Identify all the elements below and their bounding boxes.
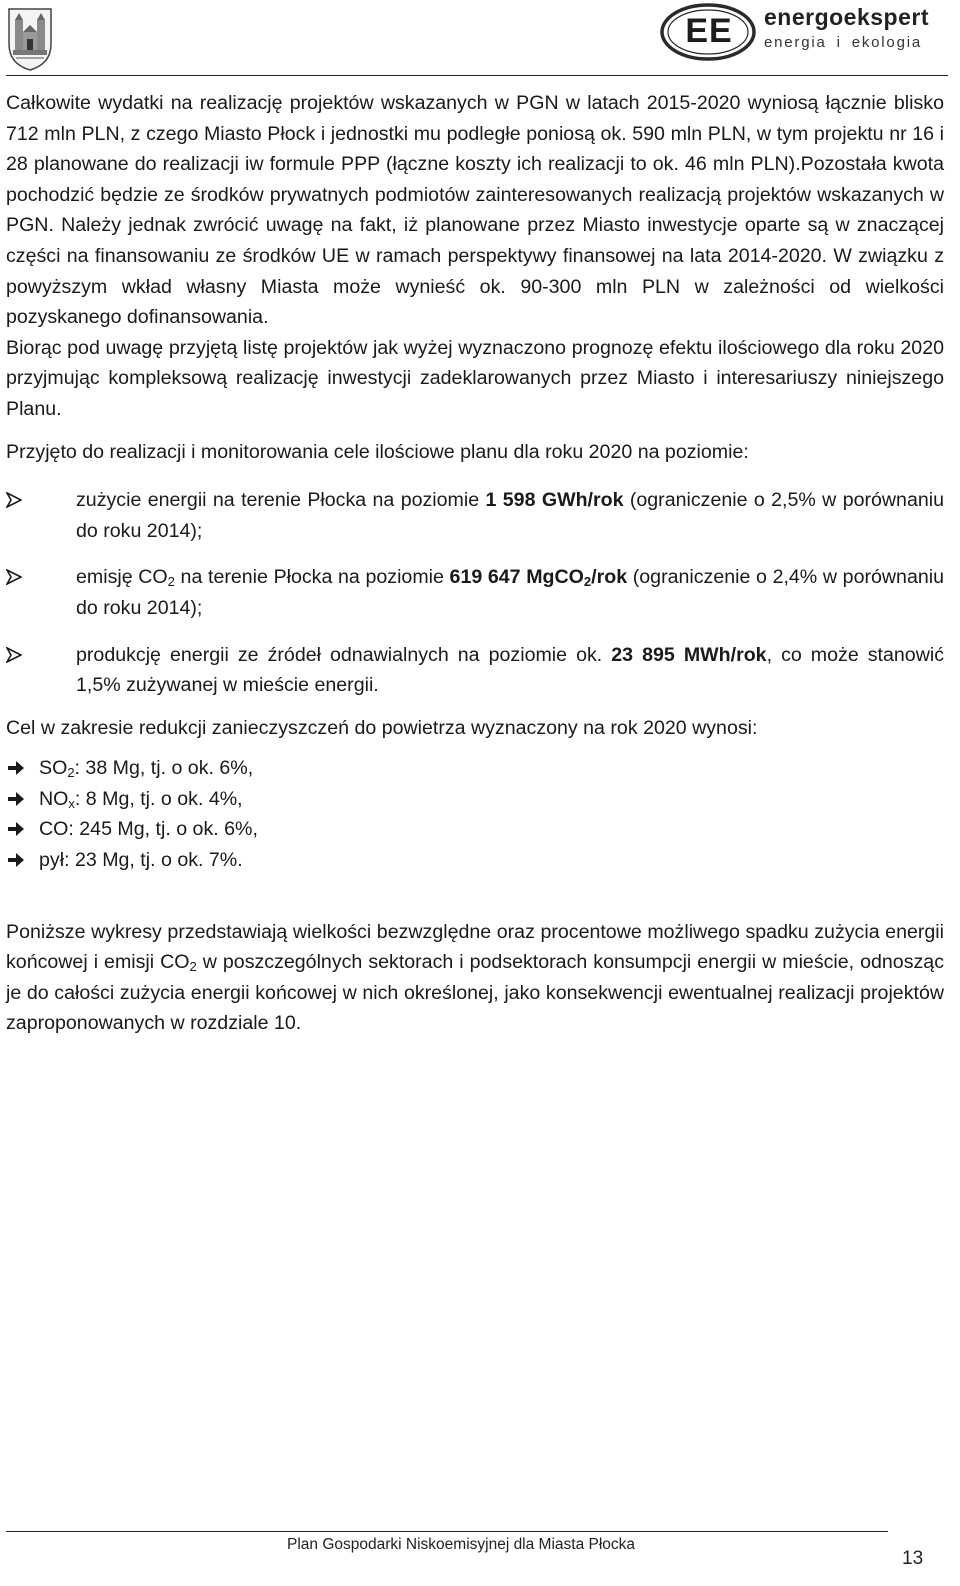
- funding-text-a: Całkowite wydatki na realizację projektów wskazanych w PGN w latach 2015-2020 wyniosą łącznie blisko 712 mln PLN, z czego Miasto Płock i jednostki mu podległe poniosą ok. 590 mln PLN, w tym projektu nr 16 i 28 planowane do realizacji iw formule PPP (łączne koszty ich realizacji to ok. 46 mln PLN).: [6, 92, 944, 176]
- list-item: [6, 784, 944, 815]
- funding-text-b: Pozostała kwota pochodzić będzie ze środków prywatnych podmiotów zainteresowanych realizacją projektów wskazanych w PGN.: [6, 153, 944, 237]
- right-arrow-icon: [8, 853, 24, 867]
- footer-divider: [6, 1531, 888, 1532]
- right-arrow-icon: [8, 792, 24, 806]
- brand-tagline: energia i ekologia: [764, 34, 922, 51]
- pollutant-value: : 38 Mg, tj. o ok. 6%,: [74, 757, 254, 780]
- target-emission-text-2: na terenie Płocka na poziomie: [174, 566, 450, 589]
- target-energy-note: (ograniczenie o 2,5% w porównaniu do roku 2014);: [76, 489, 944, 542]
- subscript: 2: [189, 959, 197, 975]
- charts-intro-text-b: w poszczególnych sektorach i podsektorach konsumpcji energii w mieście, odnosząc je do całości zużycia energii końcowej w nich określonej, jako konsekwencji ewentualnej realizacji projektów zaproponowanych w rozdziale 10.: [6, 951, 944, 1035]
- pollutant-value: : 23 Mg, tj. o ok. 7%.: [64, 849, 243, 872]
- header-divider: [6, 75, 948, 76]
- pollutant-name: NO: [39, 787, 69, 810]
- paragraph-charts-intro: [6, 917, 944, 1039]
- paragraph-funding: [6, 88, 944, 333]
- funding-text-c: Należy jednak zwrócić uwagę na fakt, iż planowane przez Miasto inwestycje oparte są w znaczącej części na finansowaniu ze środków UE w ramach perspektywy finansowej na lata 2014-2020.: [6, 214, 944, 267]
- pollutant-name: pył: [39, 849, 65, 872]
- list-item: [6, 485, 944, 546]
- brand-block: [764, 4, 929, 53]
- target-energy-value: 1 598 GWh/rok: [485, 489, 624, 512]
- paragraph-forecast: Biorąc pod uwagę przyjętą listę projektów jak wyżej wyznaczono prognozę efektu ilościowego dla roku 2020 przyjmując kompleksową realizację inwestycji zadeklarowanych przez Miasto i interesariuszy niniejszego Planu.: [6, 336, 944, 420]
- list-item: [6, 562, 944, 623]
- targets-list: [6, 485, 944, 701]
- plock-coat-of-arms-icon: [6, 6, 54, 72]
- charts-intro-text-a: Poniższe wykresy przedstawiają wielkości bezwzględne oraz procentowe możliwego spadku zużycia energii końcowej i emisji CO: [6, 920, 944, 974]
- subscript: 2: [167, 574, 175, 590]
- list-item: [6, 814, 944, 845]
- emission-value-unit: /rok: [591, 566, 628, 589]
- subscript: 2: [67, 765, 75, 781]
- arrowhead-bullet-icon: [6, 647, 22, 663]
- pollutant-value: : 8 Mg, tj. o ok. 4%,: [74, 787, 243, 810]
- list-item: [6, 753, 944, 784]
- paragraph-targets-intro: Przyjęto do realizacji i monitorowania cele ilościowe planu dla roku 2020 na poziomie:: [6, 440, 749, 463]
- right-arrow-icon: [8, 761, 24, 775]
- target-renewables-text: produkcję energii ze źródeł odnawialnych na poziomie ok.: [76, 643, 612, 666]
- target-emission-note: (ograniczenie o 2,4% w porównaniu do roku 2014);: [76, 566, 944, 619]
- logo-letters: EE: [685, 12, 733, 50]
- target-renewables-value: 23 895 MWh/rok: [611, 643, 767, 666]
- target-emission-text: emisję CO: [76, 566, 168, 589]
- brand-name: energoekspert: [764, 4, 930, 30]
- document-body: [6, 88, 944, 1039]
- list-item: [6, 845, 944, 876]
- arrowhead-bullet-icon: [6, 569, 22, 585]
- funding-text-d: W związku z powyższym wkład własny Miasta może wynieść ok. 90-300 mln PLN w zależności od wielkości pozyskanego dofinansowania.: [6, 244, 944, 329]
- subscript: 2: [583, 574, 592, 590]
- target-renewables-note: , co może stanowić 1,5% zużywanej w mieście energii.: [76, 643, 944, 697]
- subscript: x: [68, 795, 75, 811]
- emission-value-a: 619 647 MgCO: [449, 566, 584, 589]
- pollutant-name: SO: [39, 757, 68, 780]
- page-number: 13: [902, 1548, 924, 1569]
- pollutant-value: : 245 Mg, tj. o ok. 6%,: [68, 818, 258, 841]
- target-emission-value: [450, 566, 628, 588]
- footer-title: Plan Gospodarki Niskoemisyjnej dla Miasta Płocka: [287, 1536, 636, 1553]
- arrowhead-bullet-icon: [6, 492, 22, 508]
- list-item: [6, 640, 944, 701]
- pollutants-list: [6, 753, 944, 875]
- page-header: [0, 0, 960, 80]
- target-energy-text: zużycie energii na terenie Płocka na poziomie: [76, 489, 486, 512]
- paragraph-pollution-intro: Cel w zakresie redukcji zanieczyszczeń do powietrza wyznaczony na rok 2020 wynosi:: [6, 716, 758, 739]
- right-arrow-icon: [8, 822, 24, 836]
- pollutant-name: CO: [39, 818, 69, 841]
